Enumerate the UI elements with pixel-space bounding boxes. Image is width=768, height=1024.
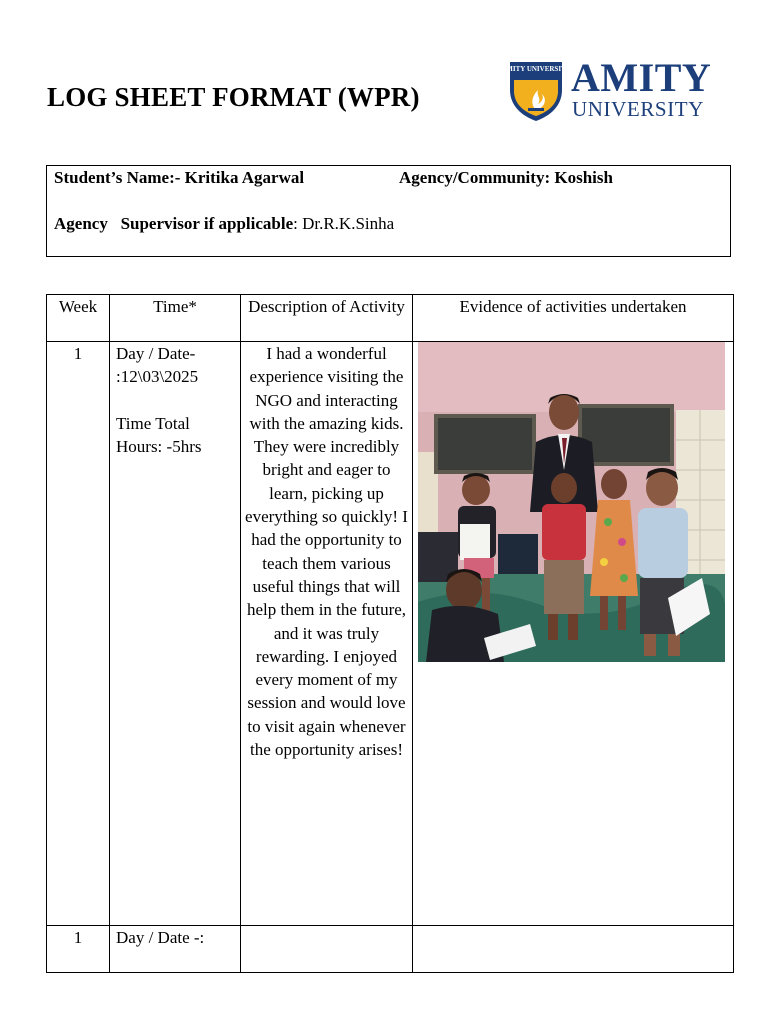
log-table (46, 294, 734, 973)
activity-description (241, 926, 413, 973)
agency-community: Agency/Community: Koshish (399, 168, 613, 187)
crest-text: AMITY UNIVERSITY (501, 65, 571, 73)
agency-supervisor (54, 214, 394, 234)
header-time: Time* (110, 295, 241, 342)
supervisor-label: Agency Supervisor if applicable (54, 214, 294, 233)
evidence-photo (418, 342, 725, 662)
student-name: Student’s Name:- Kritika Agarwal (54, 168, 305, 187)
evidence-cell (413, 926, 734, 973)
hours-value: Hours: -5hrs (116, 436, 202, 456)
time-cell (110, 342, 241, 926)
amity-crest-icon (501, 60, 571, 122)
evidence-cell (413, 342, 734, 926)
table-row (47, 926, 734, 973)
brand-subtitle: UNIVERSITY (572, 97, 704, 121)
amity-logo (501, 55, 728, 124)
table-header-row (47, 295, 734, 342)
header-description: Description of Activity (241, 295, 413, 342)
brand-name: AMITY (571, 55, 712, 100)
week-number: 1 (47, 926, 110, 973)
header-evidence: Evidence of activities undertaken (413, 295, 734, 342)
student-info-box (46, 165, 731, 257)
activity-description: I had a wonderful experience visiting the NGO and interacting with the amazing kids. They were incredibly bright and eager to learn, picking up everything so quickly! I had the opportunity to teach them various useful things that will help them in the future, and it was truly rewarding. I enjoyed every moment of my session and would love to visit again whenever the opportunity arises! (241, 342, 413, 926)
date-value: :12\03\2025 (116, 367, 199, 387)
week-number: 1 (47, 342, 110, 926)
supervisor-value: : Dr.R.K.Sinha (293, 214, 395, 233)
page-title: LOG SHEET FORMAT (WPR) (47, 82, 420, 112)
header-week: Week (47, 295, 110, 342)
hours-label: Time Total (116, 413, 190, 433)
table-row (47, 342, 734, 926)
date-label: Day / Date- (116, 344, 196, 363)
date-label: Day / Date -: (110, 926, 241, 973)
